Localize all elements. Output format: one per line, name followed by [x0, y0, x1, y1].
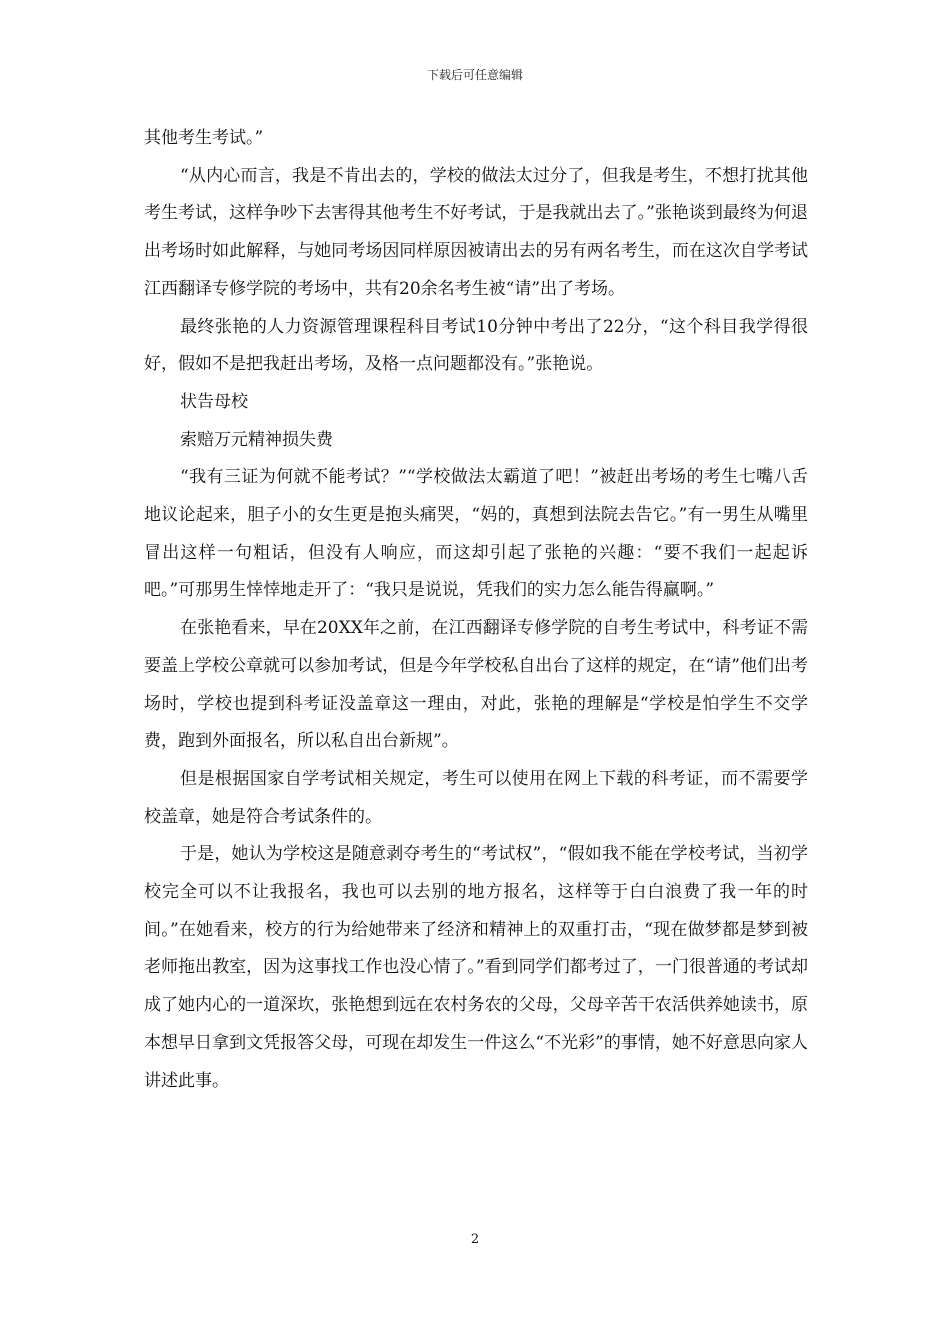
paragraph: “我有三证为何就不能考试？”“学校做法太霸道了吧！”被赶出考场的考生七嘴八舌地议论起来，胆子小的女生更是抱头痛哭，“妈的，真想到法院去告它。”有一男生从嘴里冒出这样一句粗话，但没有人响应，而这却引起了张艳的兴趣：“要不我们一起起诉吧。”可那男生悻悻地走开了：“我只是说说，凭我们的实力怎么能告得赢啊。”	[144, 467, 808, 601]
document-body	[144, 120, 808, 1100]
paragraph: 于是，她认为学校这是随意剥夺考生的“考试权”，“假如我不能在学校考试，当初学校完全可以不让我报名，我也可以去别的地方报名，这样等于白白浪费了我一年的时间。”在她看来，校方的行为给她带来了经济和精神上的双重打击，“现在做梦都是梦到被老师拖出教室，因为这事找工作也没心情了。”看到同学们都考过了，一门很普通的考试却成了她内心的一道深坎，张艳想到远在农村务农的父母，父母辛苦干农活供养她读书，原本想早日拿到文凭报答父母，可现在却发生一件这么“不光彩”的事情，她不好意思向家人讲述此事。	[144, 844, 808, 1091]
paragraph: 但是根据国家自学考试相关规定，考生可以使用在网上下载的科考证，而不需要学校盖章，她是符合考试条件的。	[144, 768, 808, 827]
section-heading: 状告母校	[180, 391, 248, 412]
paragraph: 最终张艳的人力资源管理课程科目考试10分钟中考出了22分，“这个科目我学得很好，假如不是把我赶出考场，及格一点问题都没有。”张艳说。	[144, 316, 808, 375]
page-number: 2	[470, 1232, 480, 1247]
section-subheading: 索赔万元精神损失费	[180, 429, 333, 450]
paragraph: “从内心而言，我是不肯出去的，学校的做法太过分了，但我是考生，不想打扰其他考生考试，这样争吵下去害得其他考生不好考试，于是我就出去了。”张艳谈到最终为何退出考场时如此解释，与她同考场因同样原因被请出去的另有两名考生，而在这次自学考试江西翻译专修学院的考场中，共有20余名考生被“请”出了考场。	[144, 165, 808, 299]
page-header: 下载后可任意编辑	[426, 68, 523, 82]
paragraph: 在张艳看来，早在20XX年之前，在江西翻译专修学院的自考生考试中，科考证不需要盖上学校公章就可以参加考试，但是今年学校私自出台了这样的规定，在“请”他们出考场时，学校也提到科考证没盖章这一理由，对此，张艳的理解是“学校是怕学生不交学费，跑到外面报名，所以私自出台新规”。	[144, 618, 808, 752]
paragraph: 其他考生考试。”	[144, 128, 264, 148]
